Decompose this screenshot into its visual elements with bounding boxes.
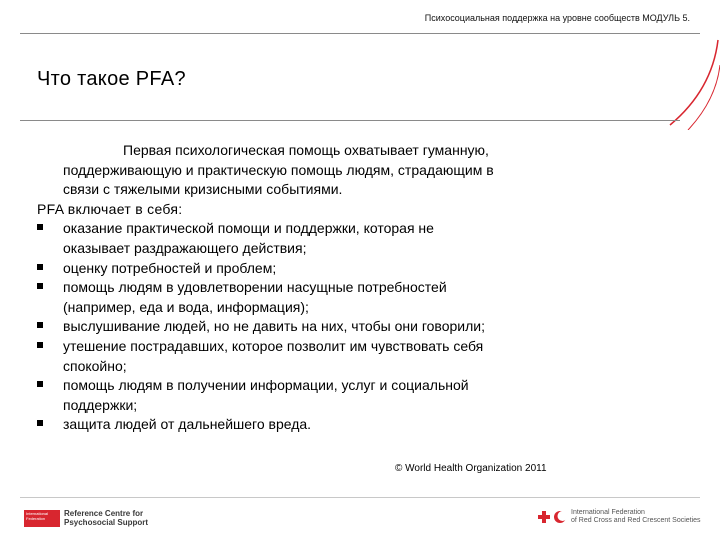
intro-line: связи с тяжелыми кризисными событиями. xyxy=(63,181,343,198)
intro-line: Первая психологическая помощь охватывает гуманную, xyxy=(123,142,489,158)
bullet-icon xyxy=(37,342,43,348)
bullet-icon xyxy=(37,381,43,387)
list-item: утешение пострадавших, которое позволит им чувствовать себя спокойно; xyxy=(37,337,561,376)
copyright-notice: © World Health Organization 2011 xyxy=(395,463,547,474)
bullet-icon xyxy=(37,283,43,289)
bullet-icon xyxy=(37,420,43,426)
list-item: защита людей от дальнейшего вреда. xyxy=(37,415,561,435)
ifrc-red-box-logo: International Federation xyxy=(24,510,60,527)
red-crescent-icon xyxy=(553,510,567,524)
reference-centre-logo xyxy=(24,509,148,527)
footer-divider xyxy=(20,497,700,498)
ifrc-logo-text: International Federation of Red Cross and Red Crescent Societies xyxy=(571,509,701,524)
includes-label: PFA включает в себя: xyxy=(37,200,183,217)
module-header: Психосоциальная поддержка на уровне сообществ МОДУЛЬ 5. xyxy=(424,13,690,23)
ifrc-logo xyxy=(537,509,701,525)
red-cross-icon xyxy=(537,510,551,524)
list-item: помощь людям в получении информации, услуг и социальной поддержки; xyxy=(37,376,561,415)
bullet-icon xyxy=(37,322,43,328)
bullet-list xyxy=(37,219,561,435)
bullet-icon xyxy=(37,264,43,270)
slide-title: Что такое PFA? xyxy=(37,68,186,90)
list-item: оказание практической помощи и поддержки, которая не оказывает раздражающего действия; xyxy=(37,219,561,258)
list-item: помощь людям в удовлетворении насущные потребностей (например, еда и вода, информация); xyxy=(37,278,561,317)
title-divider xyxy=(20,120,680,121)
decorative-red-arcs xyxy=(600,30,720,130)
reference-centre-logo-text: Reference Centre for Psychosocial Support xyxy=(64,509,149,527)
bullet-icon xyxy=(37,224,43,230)
list-item: оценку потребностей и проблем; xyxy=(37,259,561,279)
intro-line: поддерживающую и практическую помощь людям, страдающим в xyxy=(63,161,494,178)
slide-body xyxy=(37,141,561,435)
intro-paragraph xyxy=(37,141,561,200)
list-item: выслушивание людей, но не давить на них, чтобы они говорили; xyxy=(37,317,561,337)
header-divider xyxy=(20,33,700,34)
